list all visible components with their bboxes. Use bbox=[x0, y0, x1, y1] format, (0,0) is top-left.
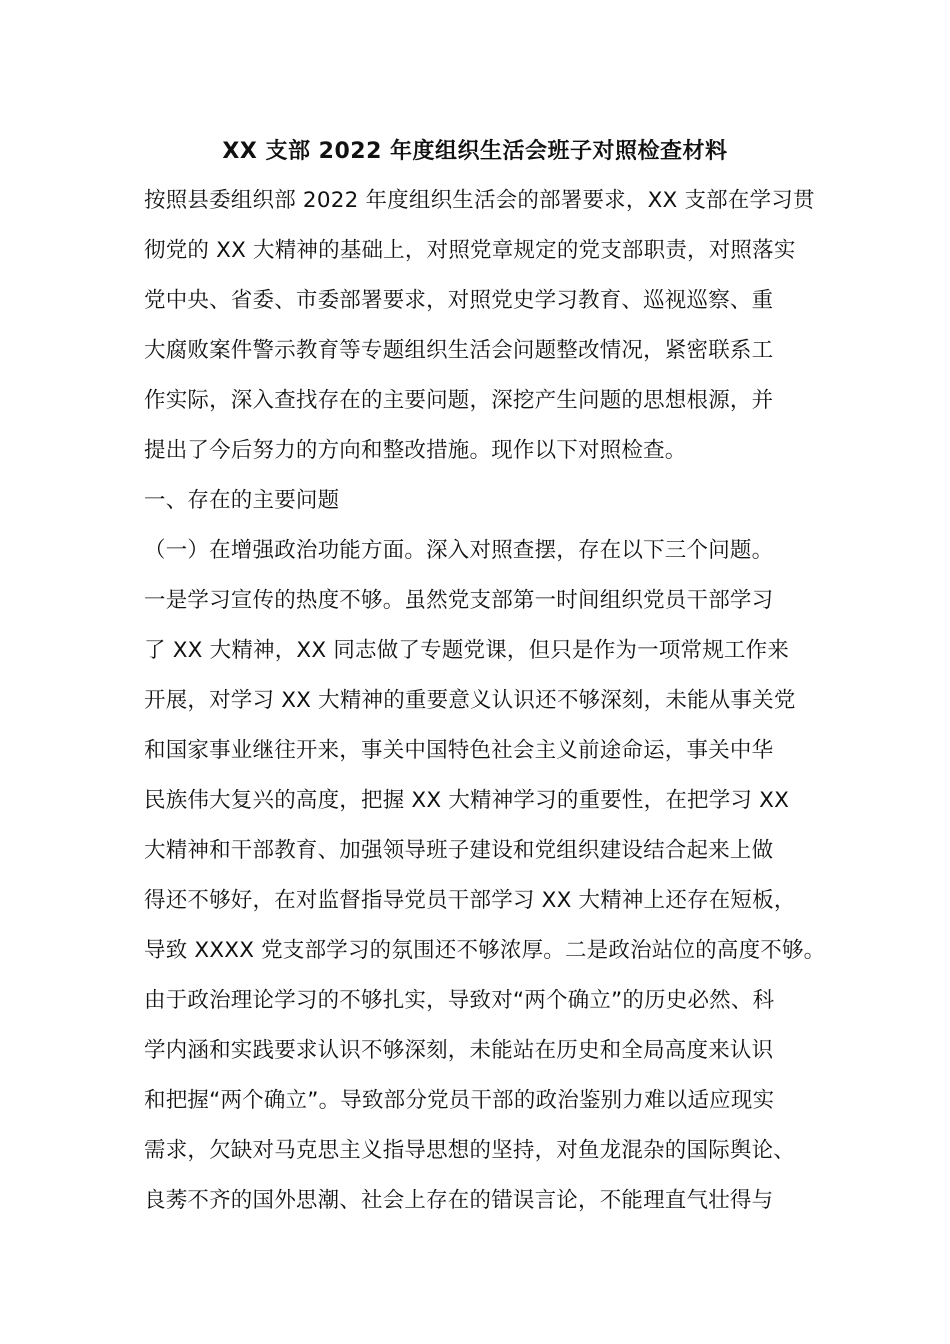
document-title: XX 支部 2022 年度组织生活会班子对照检查材料 bbox=[222, 139, 728, 164]
body-line: 需求，欠缺对马克思主义指导思想的坚持，对鱼龙混杂的国际舆论、 bbox=[144, 1138, 796, 1163]
body-line: 按照县委组织部 2022 年度组织生活会的部署要求，XX 支部在学习贯 bbox=[144, 188, 815, 213]
body-line: 作实际，深入查找存在的主要问题，深挖产生问题的思想根源，并 bbox=[144, 388, 774, 413]
body-line: 党中央、省委、市委部署要求，对照党史学习教育、巡视巡察、重 bbox=[144, 288, 774, 313]
body-line: 得还不够好，在对监督指导党员干部学习 XX 大精神上还存在短板， bbox=[144, 888, 796, 913]
body-line: 了 XX 大精神，XX 同志做了专题党课，但只是作为一项常规工作来 bbox=[144, 638, 790, 663]
body-line: 由于政治理论学习的不够扎实，导致对“两个确立”的历史必然、科 bbox=[144, 988, 775, 1013]
body-line: 彻党的 XX 大精神的基础上，对照党章规定的党支部职责，对照落实 bbox=[144, 238, 796, 263]
body-line: 良莠不齐的国外思潮、社会上存在的错误言论，不能理直气壮得与 bbox=[144, 1188, 774, 1213]
section-heading: 一、存在的主要问题 bbox=[144, 488, 340, 513]
body-line: 学内涵和实践要求认识不够深刻，未能站在历史和全局高度来认识 bbox=[144, 1038, 774, 1063]
body-line: 一是学习宣传的热度不够。虽然党支部第一时间组织党员干部学习 bbox=[144, 588, 774, 613]
body-line: 开展，对学习 XX 大精神的重要意义认识还不够深刻，未能从事关党 bbox=[144, 688, 796, 713]
subsection-heading: （一）在增强政治功能方面。深入对照查摆，存在以下三个问题。 bbox=[144, 538, 774, 563]
body-line: 提出了今后努力的方向和整改措施。现作以下对照检查。 bbox=[144, 438, 687, 463]
body-line: 和把握“两个确立”。导致部分党员干部的政治鉴别力难以适应现实 bbox=[144, 1088, 775, 1113]
document-body bbox=[144, 183, 824, 1233]
body-line: 和国家事业继往开来，事关中国特色社会主义前途命运，事关中华 bbox=[144, 738, 774, 763]
body-line: 导致 XXXX 党支部学习的氛围还不够浓厚。二是政治站位的高度不够。 bbox=[144, 938, 826, 963]
body-line: 民族伟大复兴的高度，把握 XX 大精神学习的重要性，在把学习 XX bbox=[144, 788, 790, 813]
body-line: 大精神和干部教育、加强领导班子建设和党组织建设结合起来上做 bbox=[144, 838, 774, 863]
body-line: 大腐败案件警示教育等专题组织生活会问题整改情况，紧密联系工 bbox=[144, 338, 774, 363]
